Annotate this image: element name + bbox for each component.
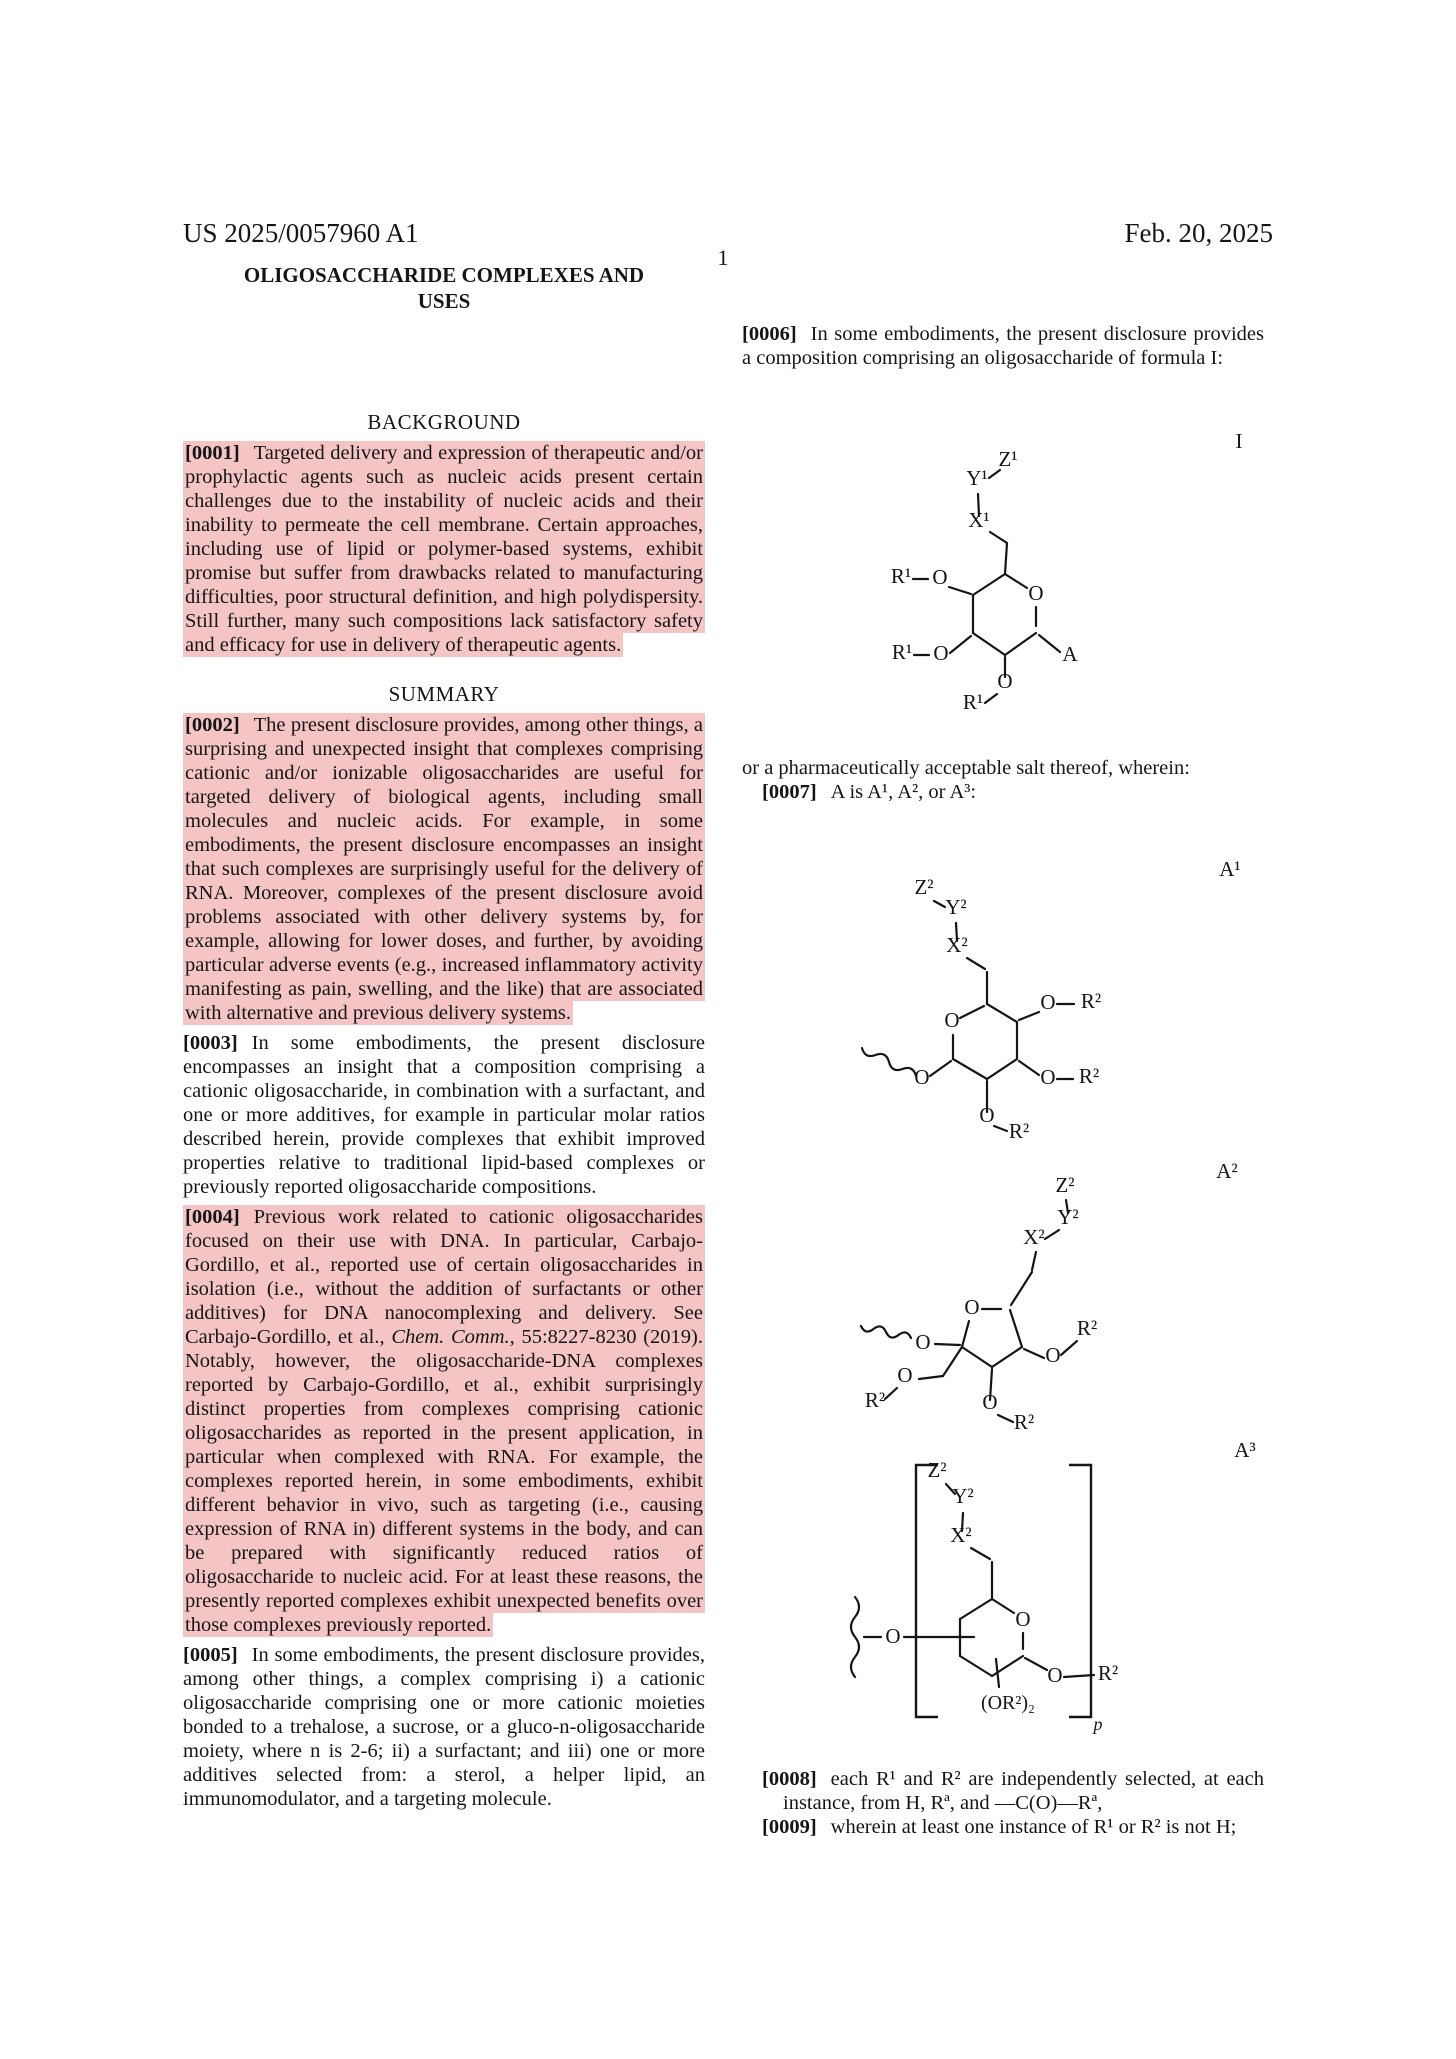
paragraph-number: [0005] bbox=[183, 1644, 238, 1666]
atom-label-r2: R² bbox=[864, 1388, 886, 1412]
wavy-bond bbox=[862, 1048, 916, 1076]
bond bbox=[953, 1059, 987, 1079]
atom-label-ring-o: O bbox=[1015, 1607, 1031, 1631]
atom-label-r2: R² bbox=[1080, 989, 1102, 1013]
atom-label-o: O bbox=[997, 669, 1013, 693]
atom-label-a: A bbox=[1062, 642, 1078, 666]
bond bbox=[960, 1006, 984, 1018]
bond bbox=[962, 1321, 969, 1347]
atom-label-x2: X² bbox=[946, 933, 968, 957]
bond bbox=[934, 901, 945, 907]
formula-i-structure bbox=[742, 426, 1264, 736]
figure-a2 bbox=[742, 1160, 1264, 1455]
highlighted-text bbox=[183, 713, 705, 1025]
page-number: 1 bbox=[717, 245, 729, 270]
paragraph-body: The present disclosure provides, among other things, a surprising and unexpected insight that complexes comprising cationic and/or ionizable oligosaccharides are useful for targeted delivery of biological agents, including small molecules and nucleic acids. For example, in some embodiments, the present disclosure encompasses an insight that such complexes are surprisingly useful for the delivery of RNA. Moreover, complexes of the present disclosure avoid problems associated with other delivery systems by, for example, allowing for lower doses, and further, by avoiding particular adverse events (e.g., increased inflammatory activity manifesting as pain, swelling, and the like) that are associated with alternative and previous delivery systems. bbox=[185, 714, 703, 1024]
wavy-bond bbox=[851, 1597, 859, 1677]
highlighted-text bbox=[183, 441, 705, 657]
bond bbox=[996, 1659, 999, 1687]
paragraph-number: [0008] bbox=[762, 1768, 817, 1790]
bond bbox=[1039, 635, 1060, 652]
paragraph-number: [0002] bbox=[185, 714, 240, 736]
paragraph-number: [0004] bbox=[185, 1206, 240, 1228]
subscript-p: p bbox=[1093, 1714, 1103, 1734]
bond bbox=[962, 1513, 963, 1531]
bond bbox=[1019, 1012, 1039, 1020]
bond bbox=[1032, 1252, 1036, 1270]
bond bbox=[962, 1347, 992, 1367]
atom-label-o: O bbox=[1047, 1663, 1063, 1687]
bond bbox=[949, 587, 971, 594]
left-column bbox=[183, 262, 705, 1811]
patent-publication-number: US 2025/0057960 A1 bbox=[183, 218, 419, 248]
atom-label-x2: X² bbox=[950, 1523, 972, 1547]
bond bbox=[971, 1548, 990, 1559]
bond bbox=[1010, 1310, 1022, 1347]
paragraph-0006 bbox=[742, 322, 1264, 370]
document-title-line1: OLIGOSACCHARIDE COMPLEXES AND bbox=[243, 263, 645, 287]
bond bbox=[973, 574, 1005, 595]
atom-label-z2: Z² bbox=[927, 1458, 947, 1482]
atom-label-y2: Y² bbox=[945, 895, 967, 919]
paragraph-0005 bbox=[183, 1643, 705, 1811]
figure-a1 bbox=[742, 854, 1264, 1154]
atom-label-r2: R² bbox=[1008, 1119, 1030, 1143]
paragraph-body: A is A¹, A², or A³: bbox=[830, 781, 977, 803]
atom-label-x1: X¹ bbox=[968, 508, 990, 532]
atom-label-ring-o: O bbox=[944, 1008, 960, 1032]
paragraph-body: In some embodiments, the present disclosure encompasses an insight that a composition comprising a cationic oligosaccharide, in combination with a surfactant, and one or more additives, for example in particular molar ratios described herein, provide complexes that exhibit improved properties relative to traditional lipid-based complexes or previously reported oligosaccharide compositions. bbox=[183, 1032, 705, 1198]
highlighted-text bbox=[183, 1205, 705, 1637]
bond bbox=[973, 633, 1005, 655]
paragraph-0007 bbox=[742, 780, 1264, 804]
bond bbox=[960, 1599, 992, 1619]
bond bbox=[992, 1347, 1022, 1367]
summary-heading: SUMMARY bbox=[388, 682, 500, 706]
a1-structure bbox=[742, 854, 1264, 1154]
a2-structure bbox=[742, 1160, 1264, 1455]
bond bbox=[1005, 574, 1027, 588]
atom-label-r1: R¹ bbox=[891, 640, 913, 664]
atom-label-y2: Y² bbox=[1057, 1205, 1079, 1229]
atom-label-r1: R¹ bbox=[962, 690, 984, 714]
document-title bbox=[183, 262, 705, 314]
paragraph-0009 bbox=[742, 1815, 1264, 1839]
bond bbox=[1061, 1341, 1077, 1355]
atom-label-o: O bbox=[932, 565, 948, 589]
atom-label-ring-o: O bbox=[964, 1295, 980, 1319]
figure-formula-i bbox=[742, 426, 1264, 736]
paragraph-0002 bbox=[183, 713, 705, 1025]
left-bracket bbox=[916, 1465, 938, 1717]
document-title-line2: USES bbox=[417, 289, 471, 313]
atom-label-r2: R² bbox=[1078, 1064, 1100, 1088]
paragraph-0003 bbox=[183, 1031, 705, 1199]
atom-label-o: O bbox=[979, 1103, 995, 1127]
atom-label-r1: R¹ bbox=[890, 564, 912, 588]
salt-clause: or a pharmaceutically acceptable salt thereof, wherein: bbox=[742, 757, 1190, 779]
wavy-bond bbox=[861, 1326, 911, 1338]
bond bbox=[978, 494, 979, 516]
bond bbox=[987, 1004, 1017, 1022]
bond bbox=[1045, 1230, 1059, 1239]
bond bbox=[1019, 1061, 1039, 1075]
bond bbox=[1025, 1658, 1047, 1670]
a3-structure bbox=[742, 1437, 1264, 1767]
paragraph-body: In some embodiments, the present disclosure provides a composition comprising an oligosaccharide of formula I: bbox=[742, 323, 1264, 369]
publication-date: Feb. 20, 2025 bbox=[1124, 218, 1273, 248]
bond bbox=[950, 636, 971, 653]
atom-label-o: O bbox=[914, 1065, 930, 1089]
atom-label-o: O bbox=[1040, 990, 1056, 1014]
atom-label-o: O bbox=[915, 1330, 931, 1354]
bond bbox=[1005, 543, 1007, 574]
bond bbox=[985, 694, 997, 703]
atom-label-o: O bbox=[982, 1390, 998, 1414]
bond bbox=[885, 1388, 897, 1399]
atom-label-z2: Z² bbox=[914, 875, 934, 899]
paragraph-0004 bbox=[183, 1205, 705, 1637]
atom-label-o: O bbox=[933, 641, 949, 665]
paragraph-number: [0006] bbox=[742, 323, 797, 345]
bond bbox=[1024, 1349, 1044, 1358]
paragraph-body: Previous work related to cationic oligosaccharides focused on their use with DNA. In particular, Carbajo-Gordillo, et al., reported use of certain oligosaccharides in isolation (i.e., without the addition of surfactants or other additives) for DNA nanocomplexing and delivery. See Carbajo-Gordillo, et al., Chem. Comm., 55:8227-8230 (2019). Notably, however, the oligosaccharide-DNA complexes reported by Carbajo-Gordillo, et al., exhibit surprisingly distinct properties from complexes comprising cationic oligosaccharides as reported in the present application, in particular when complexed with RNA. For example, the complexes reported herein, in some embodiments, exhibit different behavior in vivo, such as targeting (i.e., causing expression of RNA in) different systems in the body, and can be prepared with significantly reduced ratios of oligosaccharide to nucleic acid. For at least these reasons, the presently reported complexes exhibit unexpected benefits over those complexes previously reported. bbox=[185, 1206, 703, 1636]
paragraph-number: [0007] bbox=[762, 781, 817, 803]
background-heading: BACKGROUND bbox=[367, 410, 521, 434]
atom-label-r2: R² bbox=[1097, 1661, 1119, 1685]
formula-label: A² bbox=[1216, 1160, 1238, 1183]
bond bbox=[989, 470, 1000, 478]
atom-label-or2-sub: (OR²)₂ bbox=[980, 1692, 1036, 1714]
bond bbox=[1064, 1675, 1094, 1677]
formula-label: A³ bbox=[1234, 1438, 1256, 1462]
bond bbox=[992, 1599, 1014, 1613]
bond bbox=[919, 1376, 943, 1379]
right-bracket bbox=[1069, 1465, 1091, 1717]
atom-label-o: O bbox=[1045, 1343, 1061, 1367]
formula-label: A¹ bbox=[1219, 857, 1241, 881]
atom-label-ring-o: O bbox=[1028, 581, 1044, 605]
bond bbox=[960, 1656, 992, 1676]
bond bbox=[994, 1126, 1007, 1131]
bond bbox=[998, 1415, 1013, 1422]
atom-label-o: O bbox=[897, 1363, 913, 1387]
atom-label-o: O bbox=[885, 1624, 901, 1648]
bond bbox=[1011, 1272, 1032, 1305]
bond bbox=[943, 1347, 962, 1376]
atom-label-o: O bbox=[1040, 1065, 1056, 1089]
bond bbox=[990, 532, 1007, 543]
bond bbox=[935, 1344, 960, 1345]
atom-label-z2: Z² bbox=[1055, 1173, 1075, 1197]
paragraph-number: [0003] bbox=[183, 1032, 238, 1054]
atom-label-y1: Y¹ bbox=[966, 466, 988, 490]
paragraph-number: [0001] bbox=[185, 442, 240, 464]
atom-label-x2: X² bbox=[1023, 1225, 1045, 1249]
figure-a3 bbox=[742, 1437, 1264, 1767]
bond bbox=[987, 1059, 1017, 1079]
paragraph-body: Targeted delivery and expression of therapeutic and/or prophylactic agents such as nucleic acids present certain challenges due to the instability of nucleic acids and their inability to permeate the cell membrane. Certain approaches, including use of lipid or polymer-based systems, exhibit promise but suffer from drawbacks related to manufacturing difficulties, poor structural definition, and high polydispersity. Still further, many such compositions lack satisfactory safety and efficacy for use in delivery of therapeutic agents. bbox=[185, 442, 703, 656]
atom-label-r2: R² bbox=[1013, 1410, 1035, 1434]
right-column bbox=[742, 322, 1264, 1839]
paragraph-number: [0009] bbox=[762, 1816, 817, 1838]
bond bbox=[1005, 633, 1036, 655]
paragraph-0001 bbox=[183, 441, 705, 657]
paragraph-body: In some embodiments, the present disclosure provides, among other things, a complex comprising i) a cationic oligosaccharide comprising one or more cationic moieties bonded to a trehalose, a sucrose, or a gluco-n-oligosaccharide moiety, where n is 2-6; ii) a surfactant; and iii) one or more additives selected from: a sterol, a helper lipid, an immunomodulator, and a targeting molecule. bbox=[183, 1644, 705, 1810]
atom-label-r2: R² bbox=[1076, 1316, 1098, 1340]
paragraph-body: each R¹ and R² are independently selected, at each instance, from H, Rª, and —C(O)—Rª, bbox=[783, 1768, 1264, 1814]
bond bbox=[967, 958, 985, 969]
atom-label-y2: Y² bbox=[952, 1484, 974, 1508]
bond bbox=[956, 923, 957, 941]
paragraph-body: wherein at least one instance of R¹ or R² is not H; bbox=[830, 1816, 1237, 1838]
bond bbox=[930, 1061, 951, 1076]
atom-label-z1: Z¹ bbox=[998, 447, 1018, 471]
paragraph-0008 bbox=[742, 1767, 1264, 1815]
formula-label: I bbox=[1235, 429, 1243, 453]
